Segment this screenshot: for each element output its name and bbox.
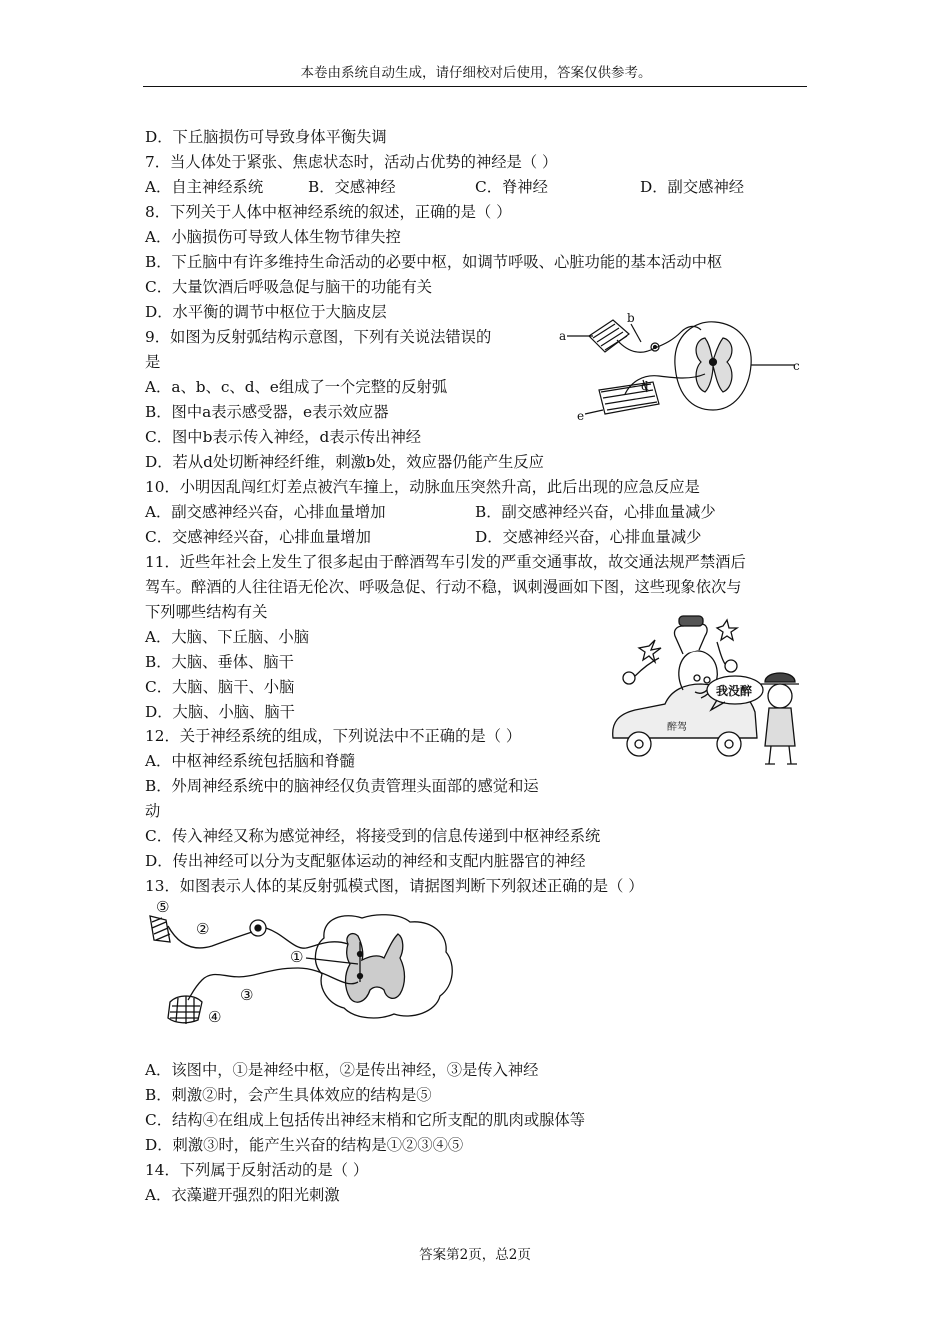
- speech-bubble-text: 我没醉: [716, 684, 753, 698]
- fig9-label-c: c: [793, 359, 800, 373]
- q9-stem-line1: 9．如图为反射弧结构示意图，下列有关说法错误的: [145, 328, 492, 346]
- q11-stem-line3: 下列哪些结构有关: [145, 603, 268, 621]
- q13-option-b: B．刺激②时，会产生具体效应的结构是⑤: [145, 1086, 432, 1104]
- drunk-driving-cartoon-q11: [605, 618, 803, 774]
- q10-stem: 10．小明因乱闯红灯差点被汽车撞上，动脉血压突然升高，此后出现的应急反应是: [145, 478, 700, 496]
- reflex-arc-figure-q9: [555, 310, 800, 425]
- q10-option-b: B．副交感神经兴奋，心排血量减少: [475, 503, 716, 521]
- q12-option-c: C．传入神经又称为感觉神经，将接受到的信息传递到中枢神经系统: [145, 827, 601, 845]
- fig13-label-4: ④: [208, 1008, 222, 1026]
- q13-option-c: C．结构④在组成上包括传出神经末梢和它所支配的肌肉或腺体等: [145, 1111, 586, 1129]
- q8-option-c: C．大量饮酒后呼吸急促与脑干的功能有关: [145, 278, 433, 296]
- q7-option-b: B．交感神经: [308, 178, 396, 196]
- page-header: 本卷由系统自动生成，请仔细校对后使用，答案仅供参考。: [300, 65, 652, 81]
- q14-option-a: A．衣藻避开强烈的阳光刺激: [145, 1186, 340, 1204]
- fig9-label-e: e: [577, 409, 585, 423]
- q11-option-a: A．大脑、下丘脑、小脑: [145, 628, 310, 646]
- q11-stem-line1: 11．近些年社会上发生了很多起由于醉酒驾车引发的严重交通事故，故交通法规严禁酒后: [145, 553, 746, 571]
- car-label: 醉驾: [667, 722, 687, 733]
- q12-option-d: D．传出神经可以分为支配躯体运动的神经和支配内脏器官的神经: [145, 852, 586, 870]
- q12-option-b-line1: B．外周神经系统中的脑神经仅负责管理头面部的感觉和运: [145, 777, 539, 795]
- q9-option-a: A．a、b、c、d、e组成了一个完整的反射弧: [145, 378, 448, 396]
- q7-option-c: C．脊神经: [475, 178, 548, 196]
- q11-option-b: B．大脑、垂体、脑干: [145, 653, 294, 671]
- q8-option-d: D．水平衡的调节中枢位于大脑皮层: [145, 303, 387, 321]
- q13-stem: 13．如图表示人体的某反射弧模式图，请据图判断下列叙述正确的是（ ）: [145, 877, 644, 895]
- q7-stem: 7．当人体处于紧张、焦虑状态时，活动占优势的神经是（ ）: [145, 153, 558, 171]
- fig13-label-5: ⑤: [156, 898, 170, 916]
- fig9-label-a: a: [559, 329, 567, 343]
- q9-option-c: C．图中b表示传入神经，d表示传出神经: [145, 428, 422, 446]
- q11-stem-line2: 驾车。醉酒的人往往语无伦次、呼吸急促、行动不稳，讽刺漫画如下图，这些现象依次与: [145, 578, 742, 596]
- q9-stem-line2: 是: [145, 353, 161, 371]
- q8-option-a: A．小脑损伤可导致人体生物节律失控: [145, 228, 401, 246]
- fig13-label-2: ②: [196, 920, 210, 938]
- q11-option-c: C．大脑、脑干、小脑: [145, 678, 295, 696]
- q10-option-c: C．交感神经兴奋，心排血量增加: [145, 528, 371, 546]
- q12-stem: 12．关于神经系统的组成，下列说法中不正确的是（ ）: [145, 727, 522, 745]
- q9-option-b: B．图中a表示感受器，e表示效应器: [145, 403, 389, 421]
- q13-option-d: D．刺激③时，能产生兴奋的结构是①②③④⑤: [145, 1136, 464, 1154]
- q8-option-b: B．下丘脑中有许多维持生命活动的必要中枢，如调节呼吸、心脏功能的基本活动中枢: [145, 253, 723, 271]
- q6-option-d: D．下丘脑损伤可导致身体平衡失调: [145, 128, 387, 146]
- q10-option-d: D．交感神经兴奋，心排血量减少: [475, 528, 702, 546]
- q13-option-a: A．该图中，①是神经中枢，②是传出神经，③是传入神经: [145, 1061, 539, 1079]
- q8-stem: 8．下列关于人体中枢神经系统的叙述，正确的是（ ）: [145, 203, 512, 221]
- q7-option-d: D．副交感神经: [640, 178, 745, 196]
- q12-option-b-line2: 动: [145, 802, 161, 820]
- fig13-label-1: ①: [290, 948, 304, 966]
- q14-stem: 14．下列属于反射活动的是（ ）: [145, 1161, 369, 1179]
- fig13-label-3: ③: [240, 986, 254, 1004]
- page-footer: 答案第2页，总2页: [419, 1247, 531, 1263]
- reflex-arc-figure-q13: [148, 898, 468, 1030]
- q12-option-a: A．中枢神经系统包括脑和脊髓: [145, 752, 355, 770]
- fig9-label-d: d: [641, 379, 649, 393]
- q10-option-a: A．副交感神经兴奋，心排血量增加: [145, 503, 386, 521]
- fig9-label-b: b: [627, 311, 635, 325]
- q9-option-d: D．若从d处切断神经纤维，刺激b处，效应器仍能产生反应: [145, 453, 544, 471]
- q11-option-d: D．大脑、小脑、脑干: [145, 703, 295, 721]
- q7-option-a: A．自主神经系统: [145, 178, 264, 196]
- header-rule: [143, 86, 807, 87]
